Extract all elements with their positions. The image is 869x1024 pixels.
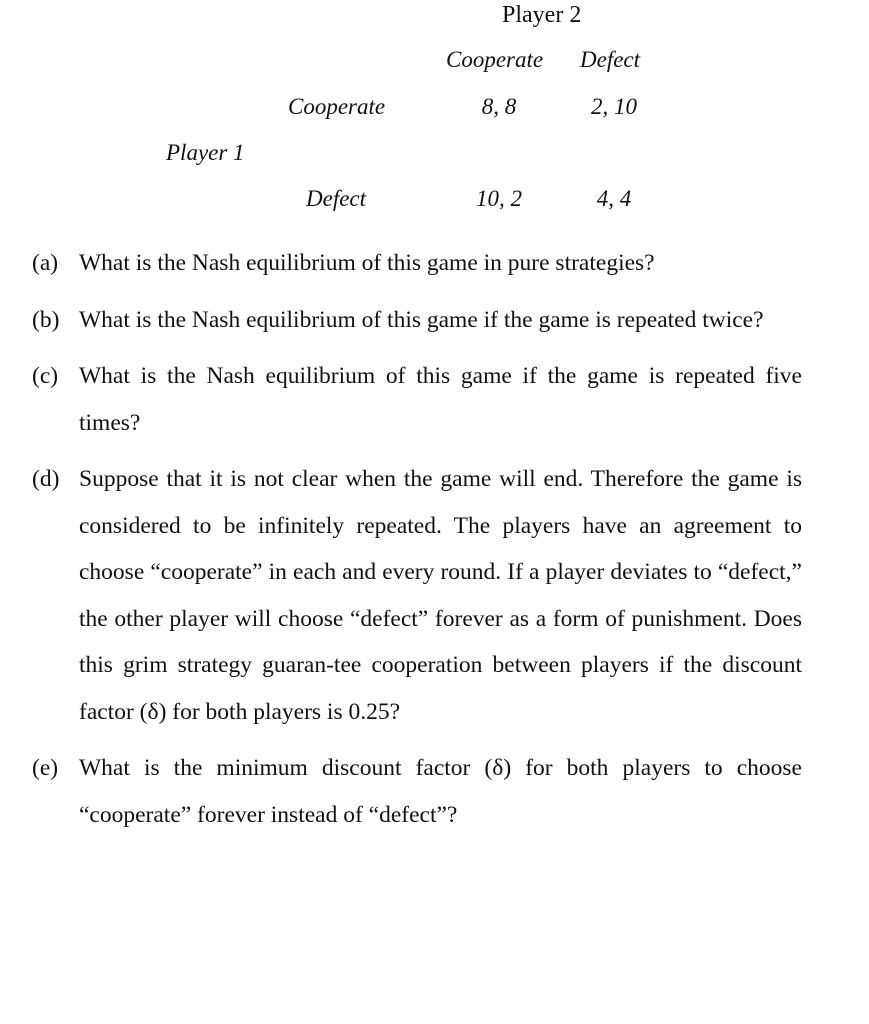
- question-e: [32, 745, 802, 838]
- row-header-defect: Defect: [306, 186, 367, 211]
- question-label: (c): [32, 363, 59, 389]
- payoff-cell-cooperate-cooperate: 8, 8: [481, 94, 517, 119]
- question-list: [32, 240, 802, 848]
- payoff-cell-defect-cooperate: 10, 2: [476, 186, 522, 211]
- question-label: (d): [32, 466, 60, 492]
- payoff-cell-cooperate-defect: 2, 10: [591, 94, 637, 119]
- question-text: What is the minimum discount factor (δ) for both players to choose “cooperate” forever instead of “defect”?: [79, 755, 802, 828]
- question-text: What is the Nash equilibrium of this game in pure strategies?: [79, 250, 655, 276]
- column-header-cooperate: Cooperate: [446, 47, 544, 72]
- column-header-defect: Defect: [580, 47, 641, 72]
- question-a: [32, 240, 802, 287]
- question-text: Suppose that it is not clear when the game will end. Therefore the game is considered to be infinitely repeated. The players have an agreement to choose “cooperate” in each and every round. If a player deviates to “defect,” the other player will choose “defect” forever as a form of punishment. Does this grim strategy guaran-tee cooperation between players if the discount factor (δ) for both players is 0.25?: [79, 466, 802, 725]
- question-text: What is the Nash equilibrium of this game if the game is repeated twice?: [79, 306, 764, 333]
- row-header-cooperate: Cooperate: [288, 94, 386, 119]
- question-c: [32, 353, 802, 446]
- question-text: What is the Nash equilibrium of this game if the game is repeated five times?: [79, 363, 802, 436]
- question-label: (e): [32, 755, 59, 781]
- question-d: [32, 456, 802, 735]
- player2-label: Player 2: [502, 2, 582, 28]
- question-b: [32, 297, 802, 344]
- player1-label: Player 1: [166, 140, 245, 165]
- question-label: (b): [32, 306, 60, 333]
- payoff-cell-defect-defect: 4, 4: [596, 186, 632, 211]
- question-label: (a): [32, 250, 59, 276]
